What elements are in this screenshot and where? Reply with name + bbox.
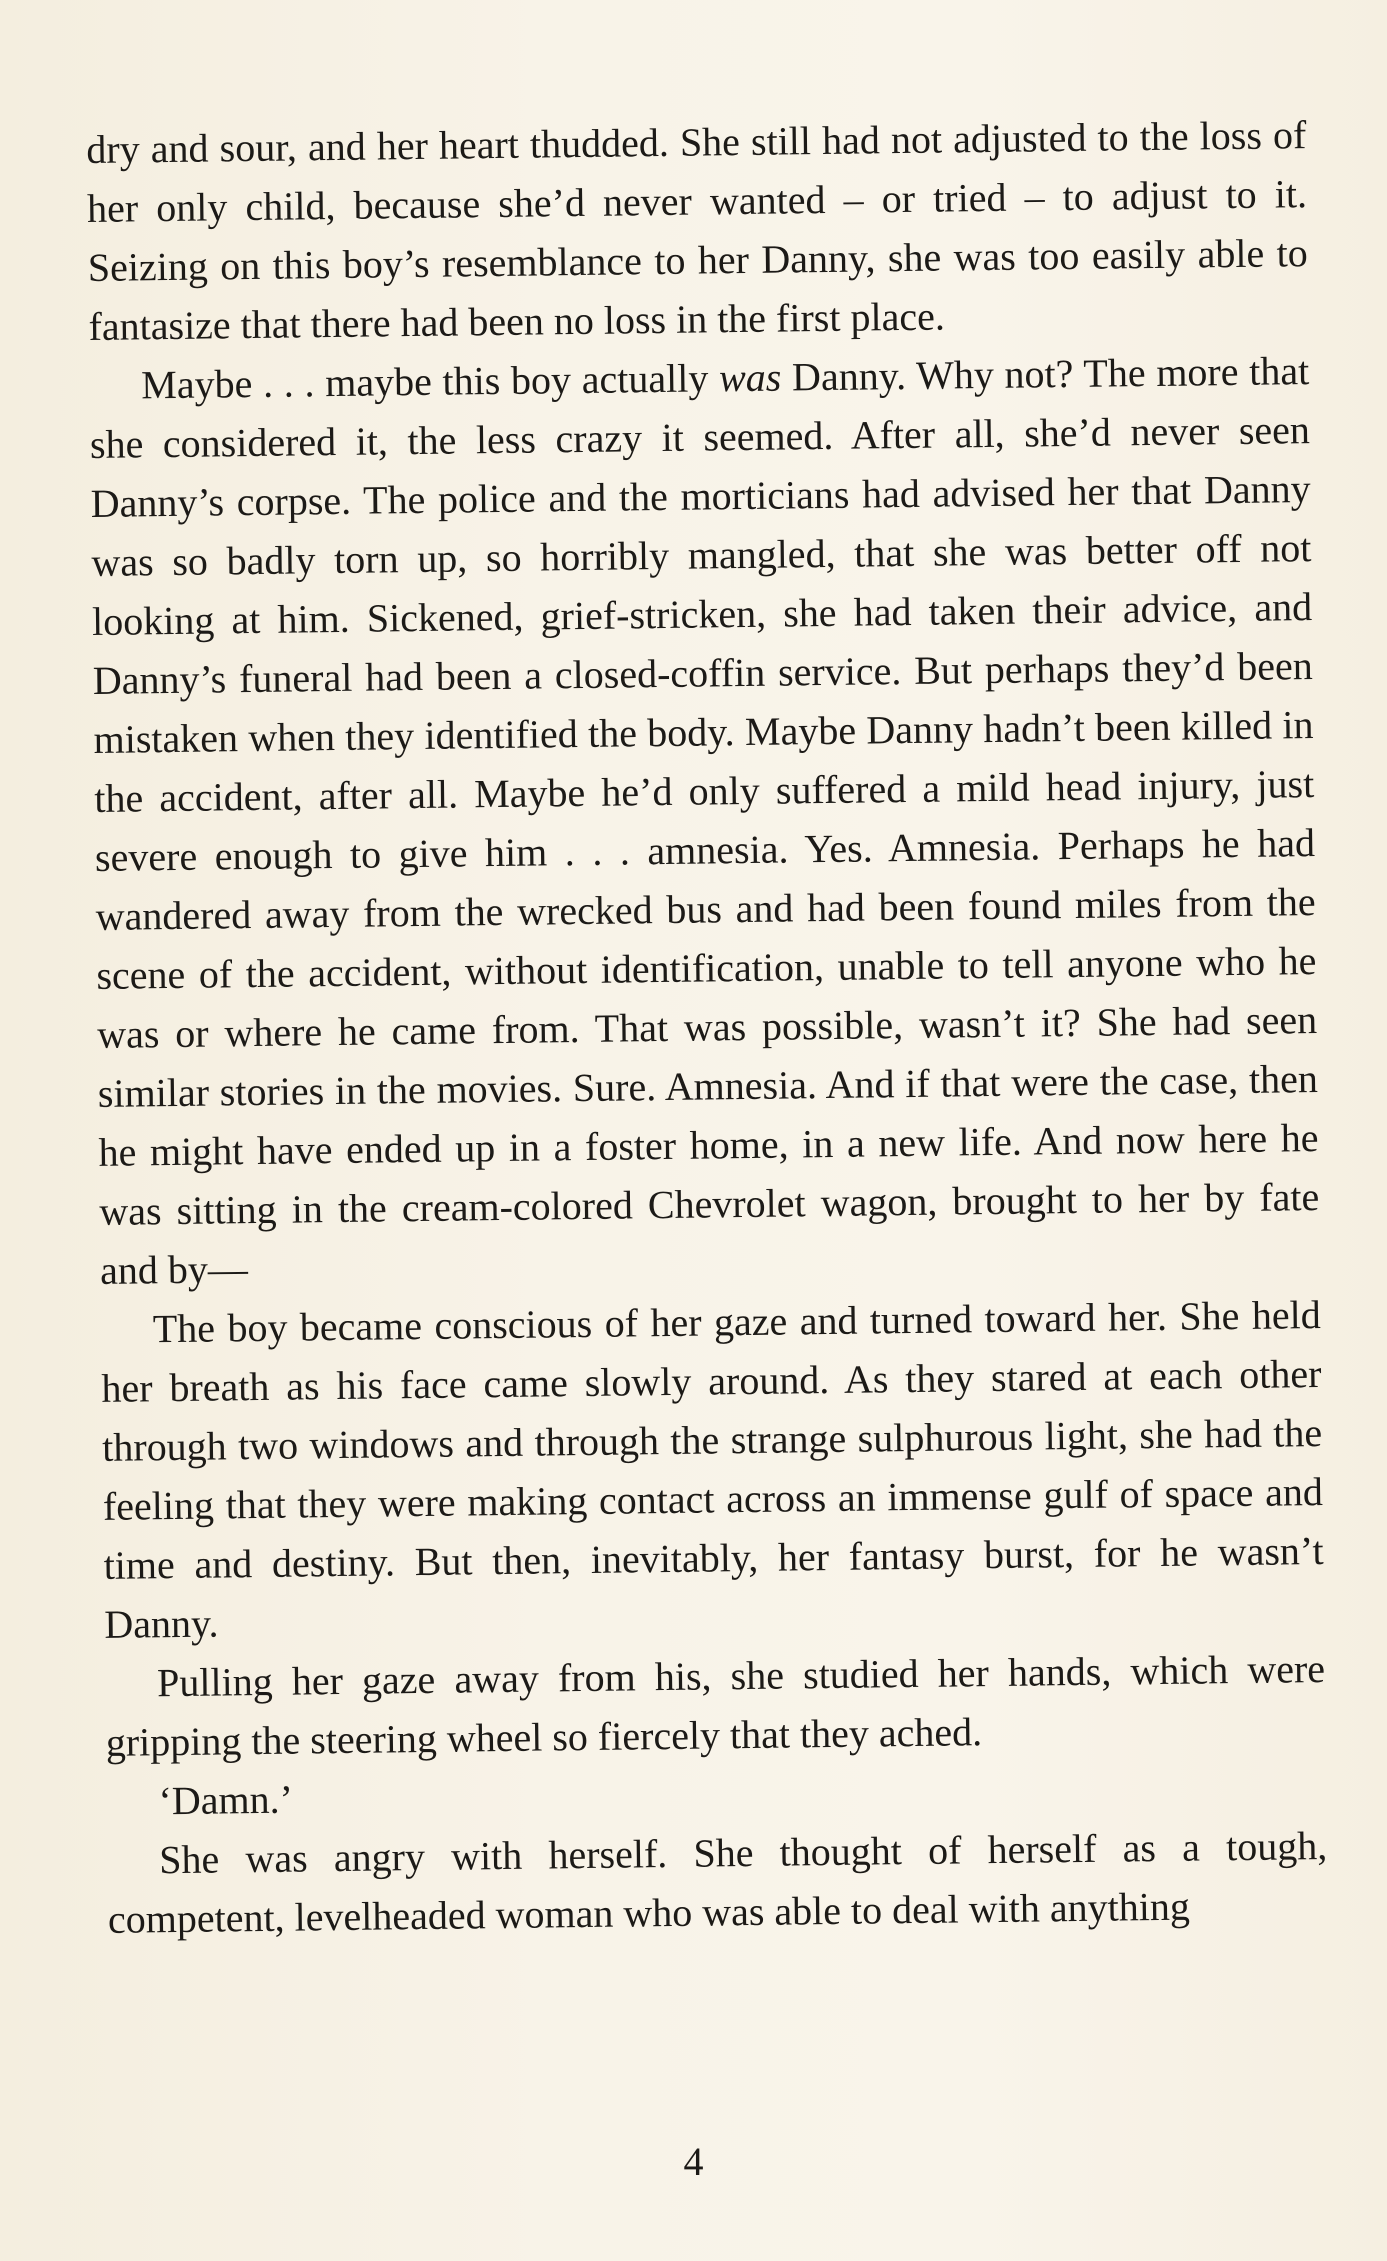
page-number: 4 [683, 2139, 704, 2184]
paragraph-4: Pulling her gaze away from his, she studied her hands, which were gripping the steering wheel so fiercely that they ached. [105, 1645, 1326, 1765]
paragraph-2 [89, 341, 1320, 1300]
paragraph-2-start: Maybe . . . maybe this boy actually [140, 355, 720, 408]
body-text [86, 105, 1328, 1949]
paragraph-2-italic-word: was [718, 354, 782, 401]
paragraph-5: ‘Damn.’ [158, 1776, 294, 1824]
paragraph-2-rest: Danny. Why not? The more that she considered it, the less crazy it seemed. After all, she’d never seen Danny’s corpse. The police and the morticians had advised her that Danny was so badly torn up, so horribly mangled, that she was better off not looking at him. Sickened, grief-stricken, she had taken their advice, and Danny’s funeral had been a closed-coffin service. But perhaps they’d been mistaken when they identified the body. Maybe Danny hadn’t been killed in the accident, after all. Maybe he’d only suffered a mild head injury, just severe enough to give him . . . amnesia. Yes. Amnesia. Perhaps he had wandered away from the wrecked bus and had been found miles from the scene of the accident, without identification, unable to tell anyone who he was or where he came from. That was possible, wasn’t it? She had seen similar stories in the movies. Sure. Amnesia. And if that were the case, then he might have ended up in a foster home, in a new life. And now here he was sitting in the cream-colored Chevrolet wagon, brought to her by fate and by— [89, 348, 1320, 1293]
paragraph-1: dry and sour, and her heart thudded. She still had not adjusted to the loss of her only child, because she’d never wanted – or tried – to adjust to it. Seizing on this boy’s resemblance to her Danny, she was too easily able to fantasize that there had been no loss in the first place. [86, 112, 1308, 349]
paragraph-6: She was angry with herself. She thought of herself as a tough, competent, levelheaded woman who was able to deal with anything [107, 1822, 1328, 1942]
paragraph-3: The boy became conscious of her gaze and turned toward her. She held her breath as his face came slowly around. As they stared at each other through two windows and through the strange sulphurous light, she had the feeling that they were making contact across an immense gulf of space and time and destiny. But then, inevitably, her fantasy burst, for he wasn’t Danny. [101, 1292, 1324, 1647]
